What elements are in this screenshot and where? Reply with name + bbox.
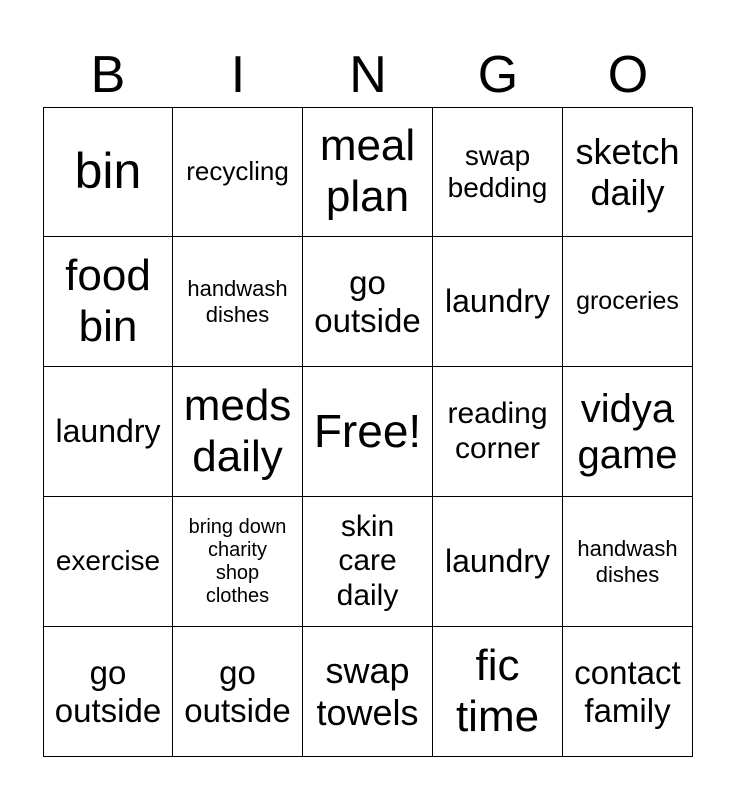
- bingo-cell-text: groceries: [576, 287, 679, 316]
- bingo-cell[interactable]: [433, 107, 563, 237]
- bingo-cell-text: sketch daily: [575, 130, 680, 213]
- bingo-cell[interactable]: [173, 627, 303, 757]
- bingo-cell-text: go outside: [54, 653, 162, 729]
- bingo-cell-text: swap bedding: [447, 139, 548, 203]
- header-letter-g: G: [477, 46, 519, 104]
- bingo-board: [43, 107, 693, 757]
- bingo-cell[interactable]: [563, 497, 693, 627]
- bingo-cell[interactable]: [43, 367, 173, 497]
- bingo-cell-text: swap towels: [316, 650, 419, 733]
- bingo-cell[interactable]: [433, 237, 563, 367]
- header-letter-o: O: [607, 46, 649, 104]
- bingo-cell-text: contact family: [574, 653, 681, 729]
- bingo-cell-text: laundry: [445, 543, 550, 580]
- bingo-cell-text: meds daily: [183, 380, 292, 481]
- bingo-cell[interactable]: [173, 497, 303, 627]
- bingo-cell-text: fic time: [455, 640, 540, 741]
- bingo-cell[interactable]: [563, 627, 693, 757]
- bingo-cell[interactable]: [433, 627, 563, 757]
- bingo-cell[interactable]: [433, 497, 563, 627]
- bingo-cell-text: go outside: [184, 653, 291, 729]
- header-letter-n: N: [349, 46, 387, 104]
- bingo-cell-text: meal plan: [319, 121, 416, 221]
- header-letter-i: I: [230, 46, 246, 104]
- bingo-cell[interactable]: [303, 497, 433, 627]
- bingo-cell-text: Free!: [313, 405, 422, 458]
- bingo-header: [43, 45, 693, 105]
- bingo-cell[interactable]: [173, 367, 303, 497]
- bingo-cell-text: exercise: [55, 545, 161, 577]
- bingo-cell[interactable]: [563, 107, 693, 237]
- bingo-cell-text: go outside: [314, 263, 421, 339]
- bingo-cell[interactable]: [433, 367, 563, 497]
- bingo-cell[interactable]: [173, 107, 303, 237]
- bingo-cell-text: handwash dishes: [577, 536, 678, 587]
- bingo-cell-text: reading corner: [447, 397, 548, 465]
- bingo-cell-text: recycling: [186, 156, 289, 187]
- header-letter-b: B: [90, 46, 126, 104]
- bingo-cell[interactable]: [43, 627, 173, 757]
- bingo-cell[interactable]: [563, 367, 693, 497]
- bingo-cell[interactable]: [303, 367, 433, 497]
- bingo-cell-text: laundry: [445, 283, 550, 320]
- bingo-cell[interactable]: [43, 107, 173, 237]
- bingo-cell[interactable]: [43, 237, 173, 367]
- bingo-cell[interactable]: [303, 627, 433, 757]
- bingo-cell-text: skin care daily: [336, 509, 399, 612]
- bingo-cell-text: laundry: [55, 413, 161, 450]
- bingo-cell-text: food bin: [65, 250, 151, 351]
- bingo-cell-text: bring down charity shop clothes: [188, 515, 287, 607]
- bingo-cell[interactable]: [303, 237, 433, 367]
- bingo-cell-text: vidya game: [577, 386, 678, 477]
- bingo-cell[interactable]: [43, 497, 173, 627]
- bingo-cell-text: bin: [74, 143, 142, 200]
- bingo-cell[interactable]: [563, 237, 693, 367]
- bingo-cell[interactable]: [303, 107, 433, 237]
- bingo-cell-text: handwash dishes: [187, 276, 288, 327]
- bingo-cell[interactable]: [173, 237, 303, 367]
